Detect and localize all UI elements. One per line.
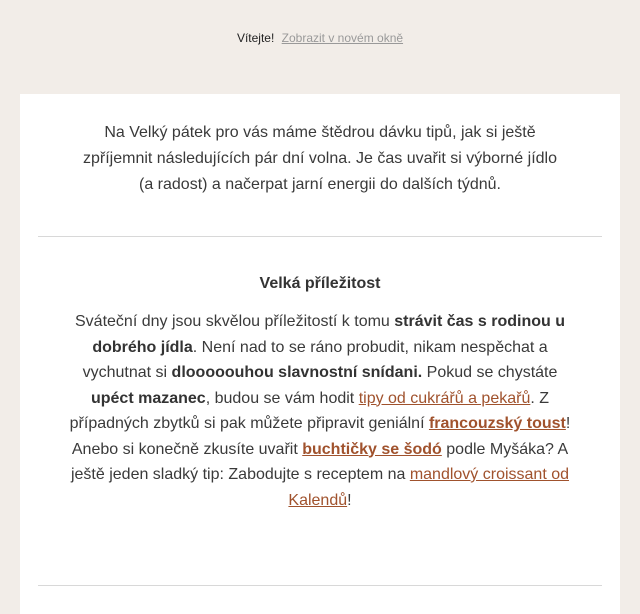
buchticky-link[interactable]: buchtičky se šodó xyxy=(302,440,442,458)
divider xyxy=(38,585,602,586)
divider xyxy=(38,236,602,237)
highlight-text: strávit čas s rodinou u dobrého jídla xyxy=(92,313,565,356)
newsletter-card xyxy=(20,94,620,614)
body-text: , budou se vám hodit xyxy=(205,389,359,407)
tips-link[interactable]: tipy od cukrářů a pekařů xyxy=(358,389,531,407)
body-text: Pokud se chystáte xyxy=(422,364,558,381)
body-text: podle Myšáka? A ještě jeden sladký tip: Zabodujte s receptem na xyxy=(70,440,569,483)
highlight-text: upéct mazanec xyxy=(90,389,206,407)
section-title: Velká příležitost xyxy=(259,275,381,292)
body-text: . Není nad to se ráno probudit, nikam nespěchat a vychutnat si xyxy=(82,338,548,381)
highlight-text: dlooooouhou slavnostní snídani. xyxy=(171,364,423,381)
croissant-link[interactable]: mandlový croissant od Kalendů xyxy=(288,466,570,509)
body-text: ! Anebo si konečně zkusíte uvařit xyxy=(71,415,571,458)
email-header xyxy=(0,0,640,94)
greeting-text: Vítejte! xyxy=(236,31,275,45)
intro-paragraph: Na Velký pátek pro vás máme štědrou dávku tipů, jak si ještě zpříjemnit následujících pár dní volna. Je čas uvařit si výborné jídlo (a radost) a načerpat jarní energii do dalších týdnů. xyxy=(82,124,557,193)
body-text: Sváteční dny jsou skvělou příležitostí k tomu xyxy=(75,313,395,330)
body-text: . Z případných zbytků si pak můžete připravit geniální xyxy=(69,389,550,432)
section-body xyxy=(65,309,575,513)
french-toast-link[interactable]: francouzský toust xyxy=(428,415,566,432)
body-text: ! xyxy=(347,491,352,509)
open-in-new-window-link[interactable]: Zobrazit v novém okně xyxy=(281,31,404,45)
